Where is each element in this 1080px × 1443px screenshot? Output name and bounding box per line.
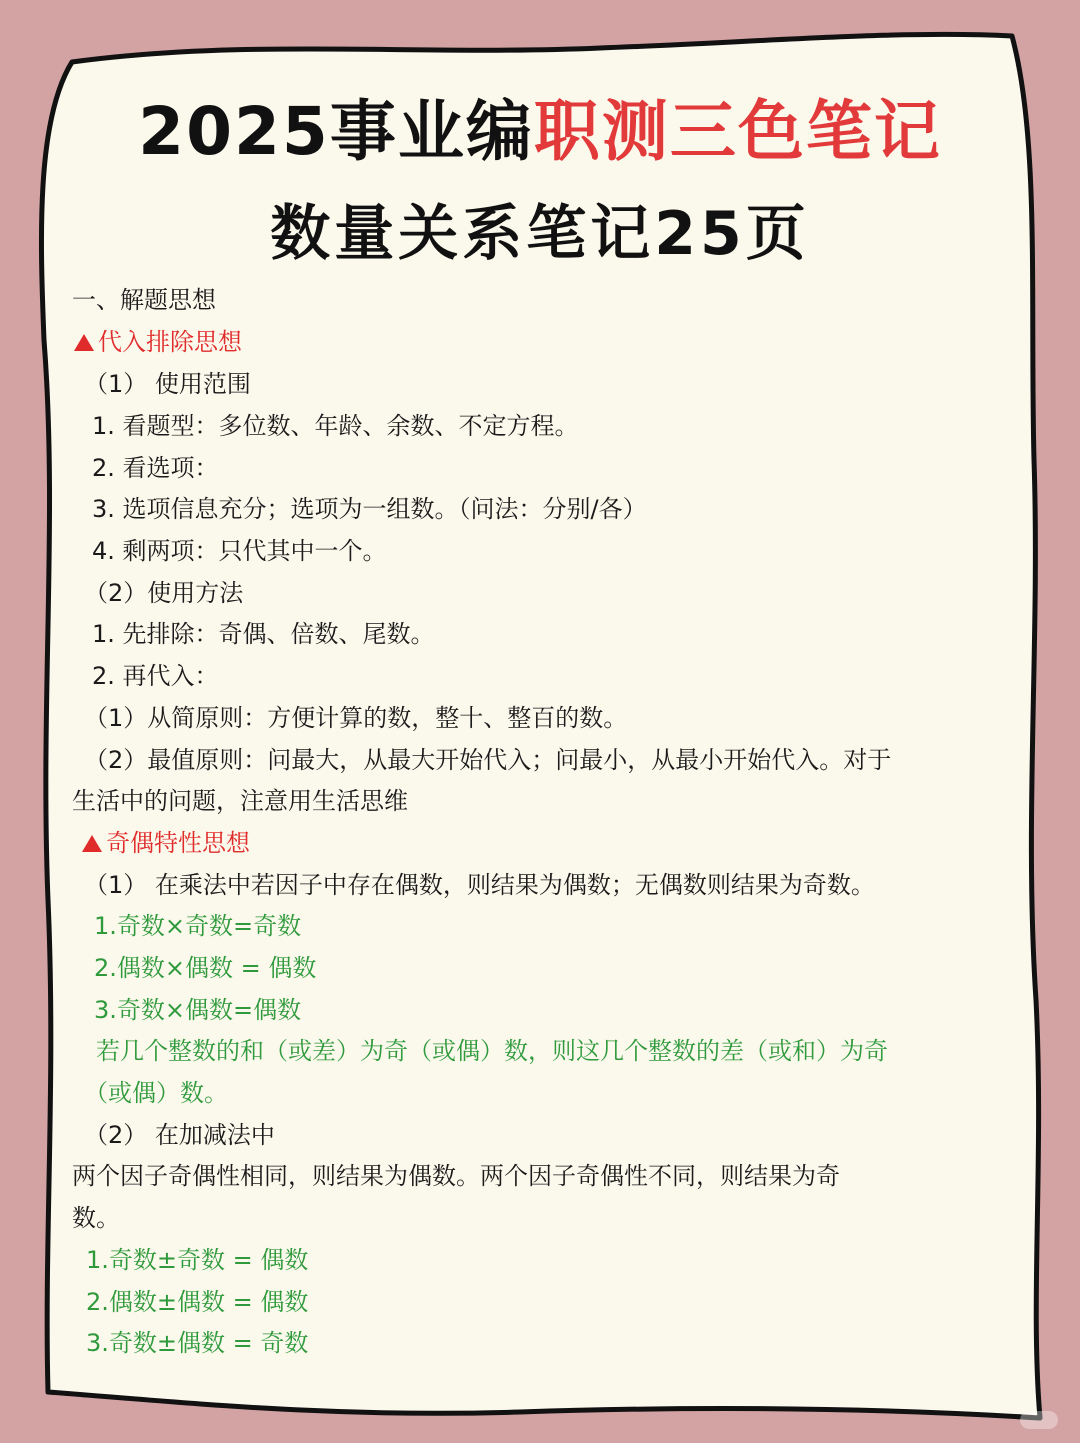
text-line: 3. 选项信息充分；选项为一组数。（问法：分别/各） <box>92 495 647 523</box>
page-subtitle: 数量关系笔记25页 <box>270 199 810 269</box>
subheading-label: 奇偶特性思想 <box>106 829 250 857</box>
text-line: 1. 看题型：多位数、年龄、余数、不定方程。 <box>92 412 579 440</box>
text-line: 数。 <box>72 1204 120 1232</box>
green-note: （或偶）数。 <box>84 1079 228 1107</box>
text-line: （1） 在乘法中若因子中存在偶数，则结果为偶数；无偶数则结果为奇数。 <box>84 871 875 899</box>
page-title <box>0 78 1080 173</box>
text-line: （2）最值原则：问最大，从最大开始代入；问最小，从最小开始代入。对于 <box>84 746 892 774</box>
green-formula: 1.奇数±奇数 = 偶数 <box>86 1246 309 1274</box>
text-line: 两个因子奇偶性相同，则结果为偶数。两个因子奇偶性不同，则结果为奇 <box>72 1162 840 1190</box>
warning-triangle-icon <box>74 334 94 351</box>
green-note: 若几个整数的和（或差）为奇（或偶）数，则这几个整数的差（或和）为奇 <box>96 1037 888 1065</box>
text-line: 4. 剩两项：只代其中一个。 <box>92 537 387 565</box>
title-part-black: 2025事业编 <box>138 93 534 170</box>
green-formula: 3.奇数±偶数 = 奇数 <box>86 1329 309 1357</box>
green-formula: 2.偶数×偶数 = 偶数 <box>94 954 317 982</box>
text-line: 2. 看选项： <box>92 454 219 482</box>
watermark-badge <box>1020 1411 1058 1429</box>
warning-triangle-icon <box>82 835 102 852</box>
green-formula: 3.奇数×偶数=偶数 <box>94 996 302 1024</box>
text-line: 1. 先排除：奇偶、倍数、尾数。 <box>92 620 435 648</box>
text-line: （1）从简原则：方便计算的数，整十、整百的数。 <box>84 704 628 732</box>
red-subheading-substitution <box>74 327 242 357</box>
section-heading: 一、解题思想 <box>72 286 216 314</box>
text-line: 生活中的问题，注意用生活思维 <box>72 787 408 815</box>
red-subheading-parity <box>82 828 250 858</box>
text-line: 2. 再代入： <box>92 662 219 690</box>
text-line: （2）使用方法 <box>84 579 244 607</box>
green-formula: 2.偶数±偶数 = 偶数 <box>86 1288 309 1316</box>
text-line: （2） 在加减法中 <box>84 1121 275 1149</box>
text-line: （1） 使用范围 <box>84 370 251 398</box>
subheading-label: 代入排除思想 <box>98 328 242 356</box>
title-part-red: 职测三色笔记 <box>533 93 942 170</box>
green-formula: 1.奇数×奇数=奇数 <box>94 912 302 940</box>
